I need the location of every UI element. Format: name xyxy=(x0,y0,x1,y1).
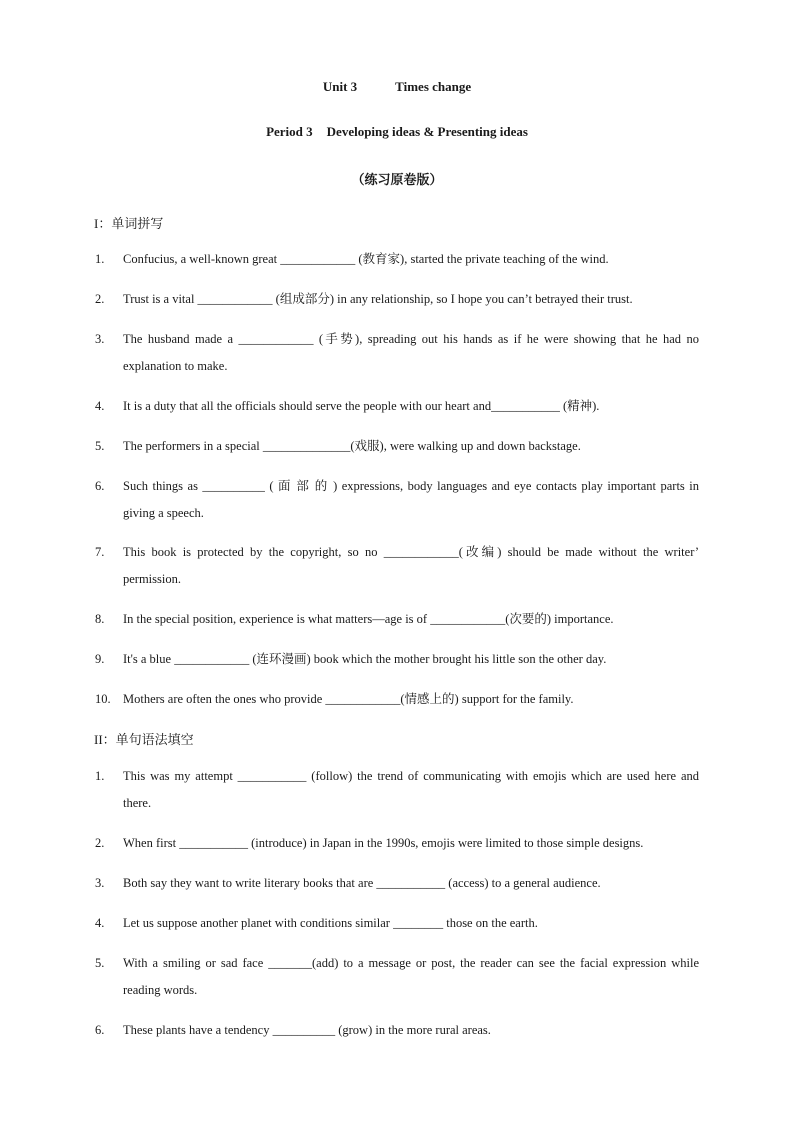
item-text: In the special position, experience is what matters—age is of ____________(次要的) importance. xyxy=(123,612,614,626)
exercise-item xyxy=(95,539,699,593)
exercise-item xyxy=(95,763,699,817)
exercise-item xyxy=(95,326,699,380)
item-number: 6. xyxy=(95,1023,105,1037)
item-number: 4. xyxy=(95,399,105,413)
exercise-item xyxy=(95,286,699,313)
item-number: 9. xyxy=(95,652,105,666)
item-number: 3. xyxy=(95,332,105,346)
exercise-item xyxy=(95,686,699,713)
exercise-item xyxy=(95,910,699,937)
exercise-item xyxy=(95,870,699,897)
exercise-item xyxy=(95,246,699,273)
unit-label: Unit 3 xyxy=(322,79,358,94)
item-text: With a smiling or sad face _______(add) to a message or post, the reader can see the facial expression while reading words. xyxy=(123,956,699,997)
item-number: 10. xyxy=(95,692,111,706)
unit-name: Times change xyxy=(395,79,472,94)
item-text: The husband made a ____________ (手势), spreading out his hands as if he were showing that he had no explanation to make. xyxy=(123,332,699,373)
item-number: 5. xyxy=(95,439,105,453)
item-text: It is a duty that all the officials should serve the people with our heart and___________ (精神). xyxy=(123,399,600,413)
item-text: When first ___________ (introduce) in Japan in the 1990s, emojis were limited to those simple designs. xyxy=(123,836,644,850)
item-text: It's a blue ____________ (连环漫画) book which the mother brought his little son the other day. xyxy=(123,652,607,666)
item-text: The performers in a special ______________(戏服), were walking up and down backstage. xyxy=(123,439,581,453)
exercise-item xyxy=(95,473,699,527)
item-number: 5. xyxy=(95,956,105,970)
exercise-item xyxy=(95,950,699,1004)
edition-label: （练习原卷版） xyxy=(351,172,443,187)
exercise-item xyxy=(95,1017,699,1044)
item-text: This book is protected by the copyright, so no ____________(改编) should be made without the writer’ permission. xyxy=(123,545,699,586)
item-number: 6. xyxy=(95,479,105,493)
item-number: 2. xyxy=(95,836,105,850)
item-text: Such things as __________ ( 面 部 的 ) expressions, body languages and eye contacts play important parts in giving a speech. xyxy=(123,479,699,520)
item-number: 2. xyxy=(95,292,105,306)
item-text: Mothers are often the ones who provide ____________(情感上的) support for the family. xyxy=(123,692,574,706)
item-text: Let us suppose another planet with conditions similar ________ those on the earth. xyxy=(123,916,538,930)
item-text: This was my attempt ___________ (follow) the trend of communicating with emojis which are used here and there. xyxy=(123,769,699,810)
unit-title xyxy=(0,79,794,95)
item-text: These plants have a tendency __________ (grow) in the more rural areas. xyxy=(123,1023,491,1037)
item-text: Trust is a vital ____________ (组成部分) in any relationship, so I hope you can’t betrayed their trust. xyxy=(123,292,633,306)
exercise-item xyxy=(95,606,699,633)
item-number: 7. xyxy=(95,545,105,559)
period-name: Developing ideas & Presenting ideas xyxy=(326,124,528,139)
section1-heading: I：单词拼写 xyxy=(94,216,164,231)
item-number: 4. xyxy=(95,916,105,930)
item-number: 1. xyxy=(95,252,105,266)
exercise-item xyxy=(95,433,699,460)
item-number: 3. xyxy=(95,876,105,890)
item-text: Both say they want to write literary books that are ___________ (access) to a general audience. xyxy=(123,876,601,890)
exercise-item xyxy=(95,830,699,857)
section2-heading: II：单句语法填空 xyxy=(94,732,194,747)
period-label: Period 3 xyxy=(266,124,313,139)
item-text: Confucius, a well-known great ____________ (教育家), started the private teaching of the wind. xyxy=(123,252,609,266)
exercise-item xyxy=(95,393,699,420)
period-title xyxy=(0,124,794,140)
exercise-item xyxy=(95,646,699,673)
item-number: 8. xyxy=(95,612,105,626)
item-number: 1. xyxy=(95,769,105,783)
